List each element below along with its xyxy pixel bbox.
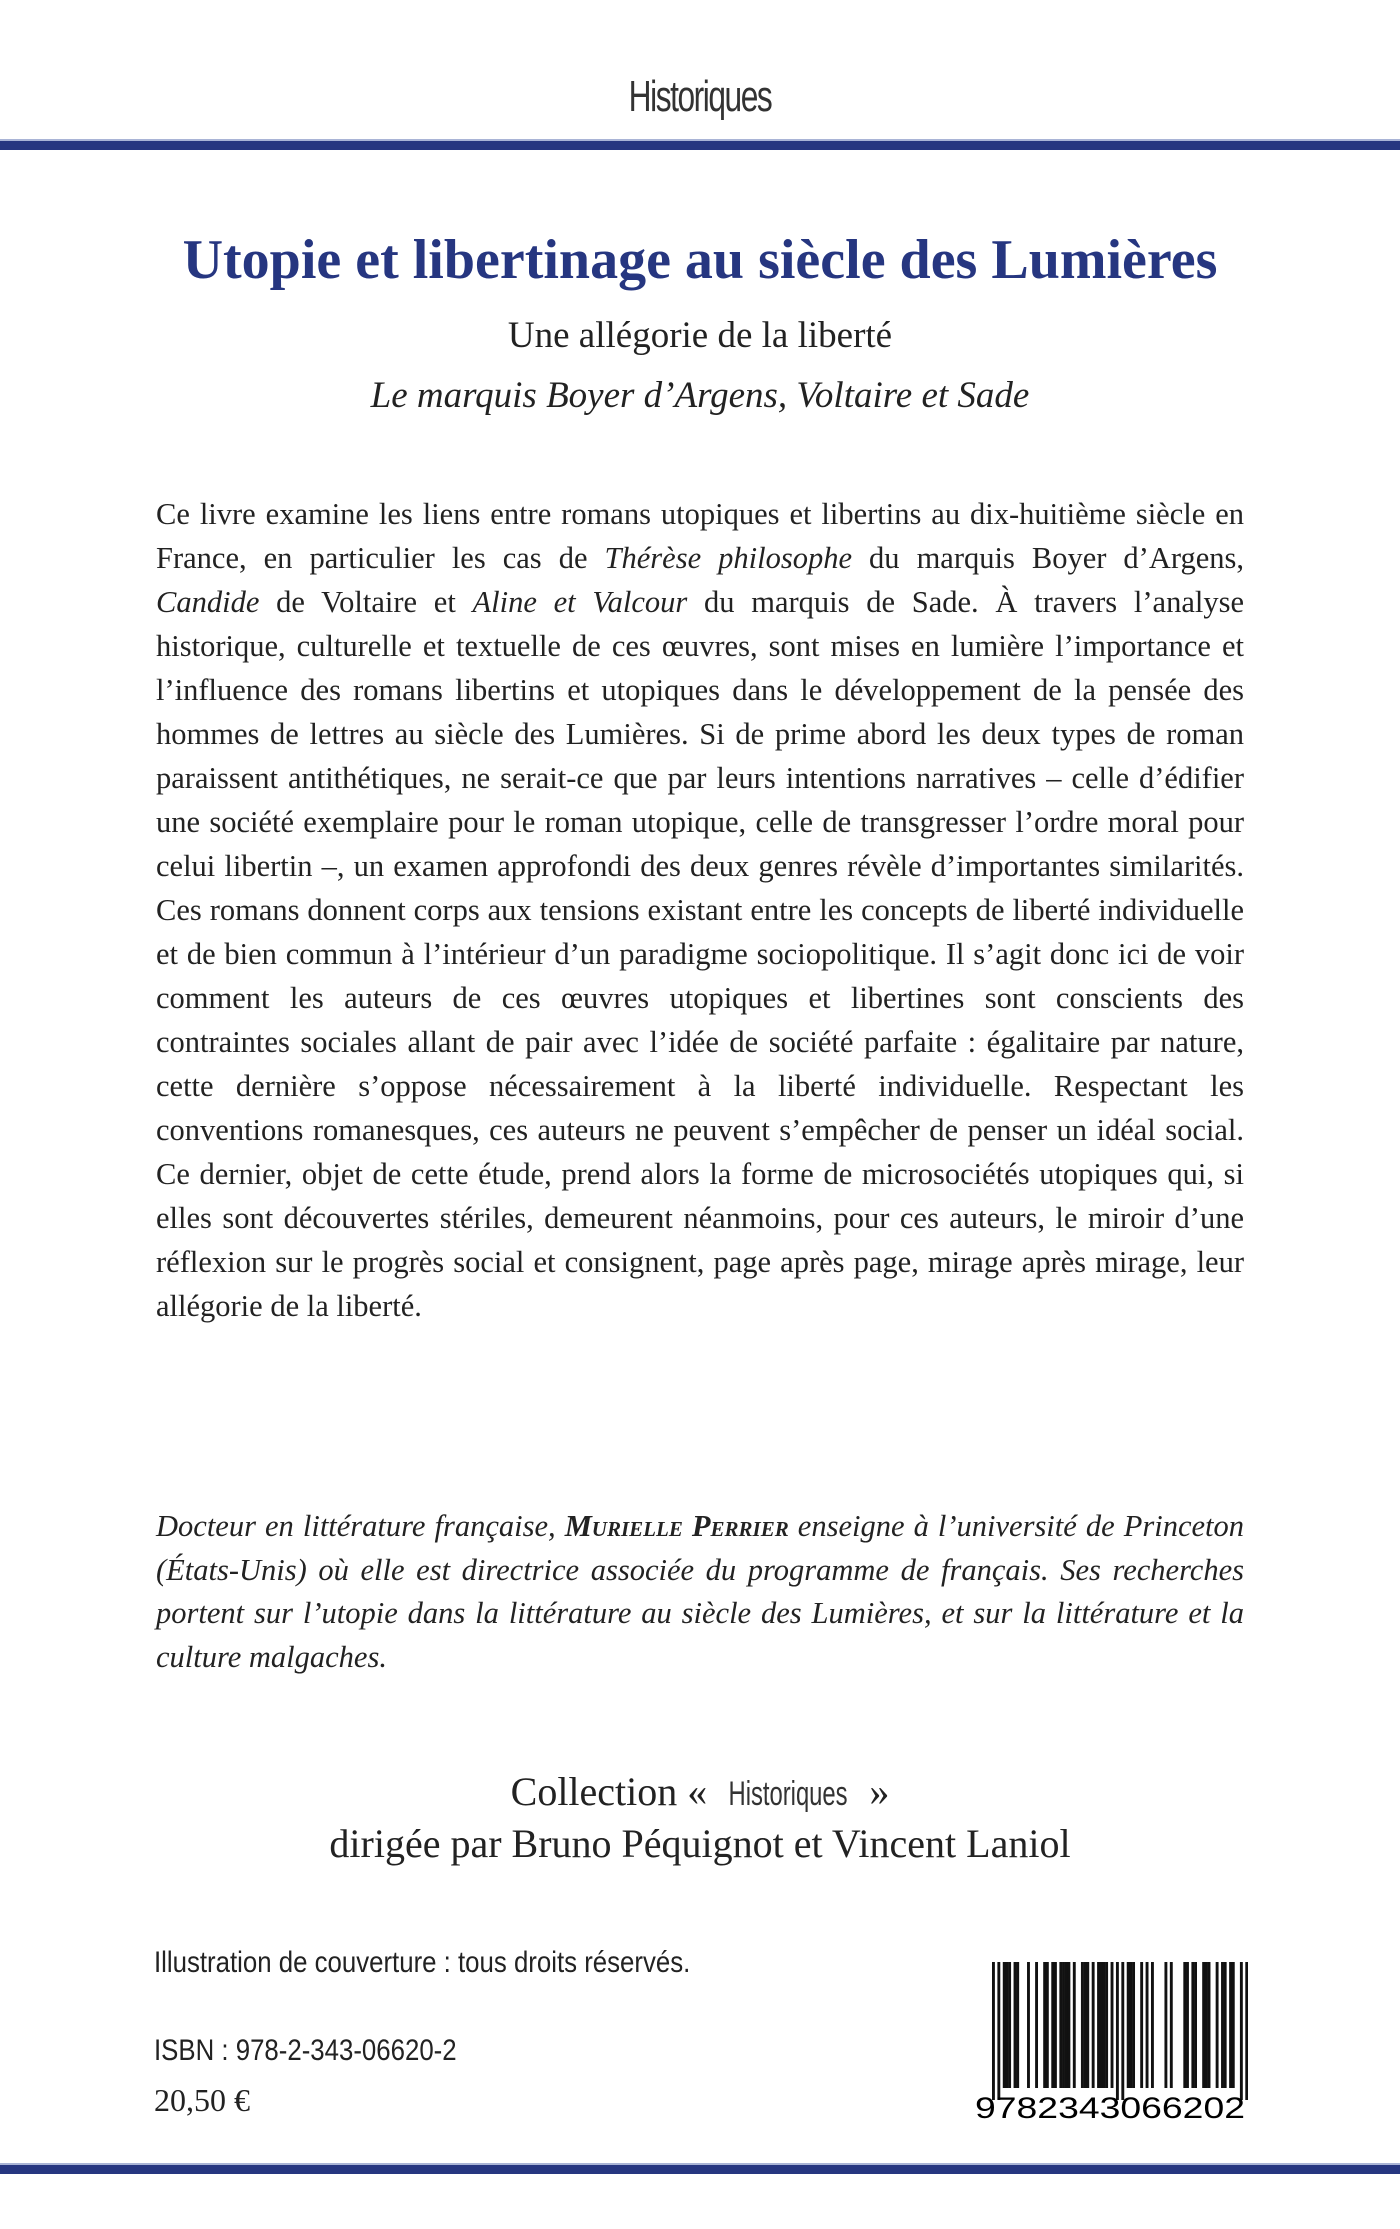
barcode-bar xyxy=(1202,1962,1205,2088)
barcode-bar xyxy=(1116,1962,1119,2100)
book-subtitle-authors: Le marquis Boyer d’Argens, Voltaire et Sade xyxy=(370,375,1030,416)
barcode-bar xyxy=(1059,1962,1062,2088)
barcode-bar xyxy=(992,1962,995,2100)
barcode-bar xyxy=(1146,1962,1149,2088)
barcode-bar xyxy=(1221,1962,1224,2088)
barcode-bar xyxy=(1008,1962,1011,2088)
barcode-bar xyxy=(1240,1962,1243,2100)
barcode-bar xyxy=(1062,1962,1065,2088)
book-subtitle: Une allégorie de la liberté xyxy=(507,315,893,356)
barcode-bar xyxy=(1003,1962,1006,2088)
barcode-bar xyxy=(1111,1962,1114,2088)
barcode-bar xyxy=(1084,1962,1087,2088)
barcode-bar xyxy=(997,1962,1000,2100)
barcode-bar xyxy=(1224,1962,1227,2088)
book-title: Utopie et libertinage au siècle des Lumières xyxy=(182,229,1218,291)
barcode-bar xyxy=(1205,1962,1208,2088)
barcode-bar xyxy=(1183,1962,1186,2088)
barcode-bar xyxy=(1005,1962,1008,2088)
barcode-bar xyxy=(1216,1962,1219,2088)
barcode-bar xyxy=(1127,1962,1130,2088)
barcode-bar xyxy=(1054,1962,1057,2088)
barcode-bar xyxy=(1086,1962,1089,2088)
barcode-bar xyxy=(1229,1962,1232,2088)
barcode-bar xyxy=(1170,1962,1173,2088)
barcode-bar xyxy=(1245,1962,1248,2100)
barcode-bar xyxy=(1164,1962,1167,2088)
isbn: ISBN : 978-2-343-06620-2 xyxy=(154,2034,457,2067)
collection-logo: Historiques xyxy=(628,72,772,121)
barcode xyxy=(972,1962,1248,2122)
bottom-rule xyxy=(0,2163,1400,2174)
barcode-bar xyxy=(1067,1962,1070,2088)
barcode-bar xyxy=(1186,1962,1189,2088)
barcode-bar xyxy=(1081,1962,1084,2088)
barcode-bar xyxy=(1065,1962,1068,2088)
barcode-bar xyxy=(1102,1962,1105,2088)
barcode-bar xyxy=(1194,1962,1197,2088)
collection-directors: dirigée par Bruno Péquignot et Vincent Laniol xyxy=(329,1821,1071,1866)
barcode-bar xyxy=(1073,1962,1076,2088)
barcode-bar xyxy=(1046,1962,1049,2088)
barcode-bar xyxy=(1014,1962,1017,2088)
barcode-bar xyxy=(1191,1962,1194,2088)
barcode-bar xyxy=(1151,1962,1154,2088)
barcode-bar xyxy=(1132,1962,1135,2088)
barcode-bar xyxy=(1051,1962,1054,2088)
barcode-digits: 9782343066202 xyxy=(975,2092,1245,2122)
barcode-bar xyxy=(1035,1962,1038,2088)
barcode-bar xyxy=(1208,1962,1211,2088)
barcode-bar xyxy=(1105,1962,1108,2088)
author-name: Murielle Perrier xyxy=(564,1509,789,1543)
barcode-bar xyxy=(1140,1962,1143,2088)
barcode-bar xyxy=(1097,1962,1100,2088)
barcode-bar xyxy=(1043,1962,1046,2088)
barcode-bar xyxy=(1121,1962,1124,2100)
author-bio: Docteur en littérature française, Murielle Perrier enseigne à l’université de Princeton (États-Unis) où elle est directrice associée du programme de français. Ses recherches portent sur l’utopie dans la littérature au siècle des Lumières, et sur la littérature et la culture malgaches. xyxy=(156,1509,1244,1674)
summary-text: Ce livre examine les liens entre romans utopiques et libertins au dix-huitième siècle en France, en particulier les cas de Thérèse philosophe du marquis Boyer d’Argens, Candide de Voltaire et Aline et Valcour du marquis de Sade. À travers l’analyse historique, culturelle et textuelle de ces œuvres, sont mises en lumière l’importance et l’influence des romans libertins et utopiques dans le développement de la pensée des hommes de lettres au siècle des Lumières. Si de prime abord les deux types de roman paraissent antithétiques, ne serait-ce que par leurs intentions narratives – celle d’édifier une société exemplaire pour le roman utopique, celle de transgresser l’ordre moral pour celui libertin –, un examen approfondi des deux genres révèle d’importantes similarités. Ces romans donnent corps aux tensions existant entre les concepts de liberté individuelle et de bien commun à l’intérieur d’un paradigme sociopolitique. Il s’agit donc ici de voir comment les auteurs de ces œuvres utopiques et libertines sont conscients des contraintes sociales allant de pair avec l’idée de société parfaite : égalitaire par nature, cette dernière s’oppose nécessairement à la liberté individuelle. Respectant les conventions romanesques, ces auteurs ne peuvent s’empêcher de penser un idéal social. Ce dernier, objet de cette étude, prend alors la forme de microsociétés utopiques qui, si elles sont découvertes stériles, demeurent néanmoins, pour ces auteurs, le miroir d’une réflexion sur le progrès social et consignent, page après page, mirage après mirage, leur allégorie de la liberté. xyxy=(156,497,1245,1323)
price: 20,50 € xyxy=(154,2082,250,2118)
barcode-bar xyxy=(1027,1962,1030,2088)
cover-credits: Illustration de couverture : tous droits réservés. xyxy=(154,1946,691,1979)
top-rule xyxy=(0,139,1400,150)
barcode-bar xyxy=(1232,1962,1235,2088)
barcode-bar xyxy=(1016,1962,1019,2088)
barcode-bar xyxy=(1100,1962,1103,2088)
barcode-bar xyxy=(1092,1962,1095,2088)
barcode-bar xyxy=(1129,1962,1132,2088)
collection-line: Collection « Historiques » xyxy=(510,1769,890,1814)
